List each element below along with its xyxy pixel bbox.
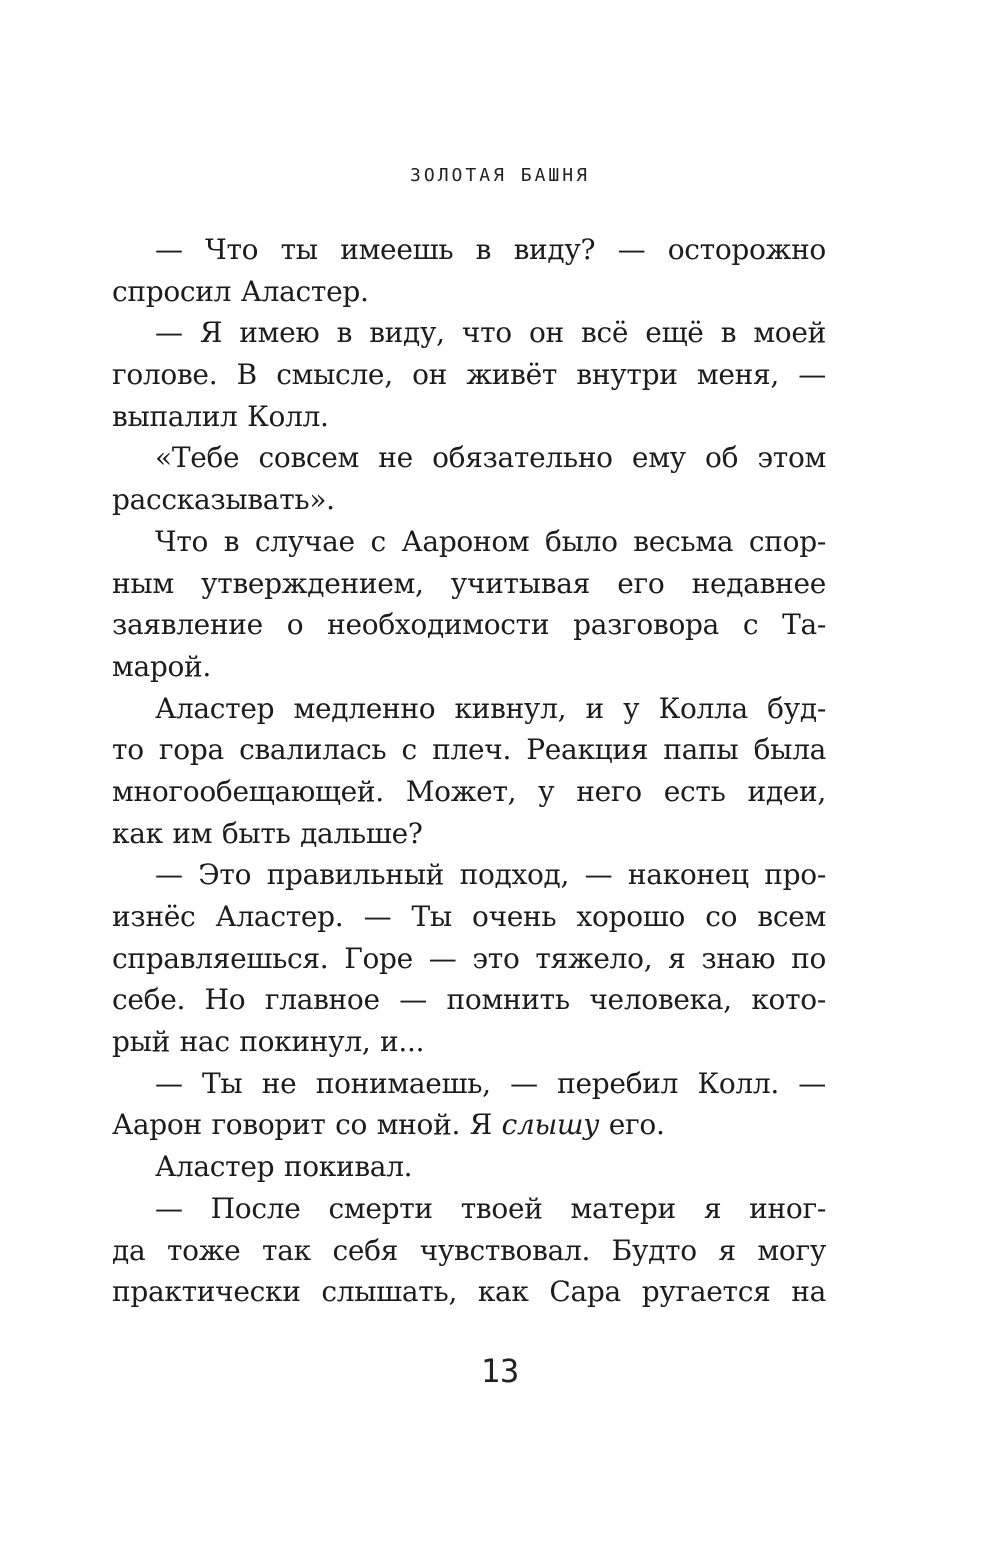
- paragraph: [112, 854, 826, 1062]
- text-line: Аластер медленно кивнул, и у Колла буд-: [155, 691, 826, 725]
- paragraph: [112, 437, 826, 520]
- emphasized-word: слышу: [501, 1108, 600, 1142]
- text-line: изнёс Аластер. — Ты очень хорошо со всем: [112, 900, 826, 933]
- text-segment: Аарон говорит со мной. Я: [112, 1108, 502, 1142]
- paragraph: [112, 312, 826, 437]
- text-line: спросил Аластер.: [112, 274, 369, 308]
- page-number: 13: [480, 1352, 520, 1390]
- paragraph: [112, 521, 826, 688]
- text-line: — Я имею в виду, что он всё ещё в моей: [155, 316, 826, 350]
- paragraph: [112, 1146, 826, 1188]
- text-line: — После смерти твоей матери я иног-: [155, 1191, 826, 1225]
- text-line: заявление о необходимости разговора с Та-: [112, 608, 826, 642]
- running-head: ЗОЛОТАЯ БАШНЯ: [410, 165, 590, 186]
- text-line: рассказывать».: [112, 483, 335, 517]
- paragraph: [112, 1063, 826, 1146]
- text-line: практически слышать, как Сара ругается на: [112, 1275, 826, 1309]
- text-line: как им быть дальше?: [112, 816, 423, 850]
- text-line: да тоже так себя чувствовал. Будто я могу: [112, 1233, 826, 1267]
- paragraph: [112, 229, 826, 312]
- text-line: многообещающей. Может, у него есть идеи,: [112, 774, 826, 808]
- paragraph: [112, 688, 826, 855]
- text-line: Что в случае с Аароном было весьма спор-: [155, 524, 826, 558]
- text-line: выпалил Колл.: [112, 399, 329, 433]
- text-segment: его.: [599, 1108, 665, 1142]
- text-line: ным утверждением, учитывая его недавнее: [112, 566, 826, 600]
- text-line: — Что ты имеешь в виду? — осторожно: [155, 233, 826, 266]
- text-line: марой.: [112, 649, 212, 683]
- text-line: то гора свалилась с плеч. Реакция папы была: [112, 733, 826, 767]
- text-line: «Тебе совсем не обязательно ему об этом: [155, 441, 826, 475]
- text-line: — Ты не понимаешь, — перебил Колл. —: [155, 1066, 826, 1100]
- text-line: справляешься. Горе — это тяжело, я знаю по: [112, 941, 826, 975]
- text-line: рый нас покинул, и...: [112, 1025, 425, 1059]
- body-text: [112, 229, 826, 1313]
- text-line: себе. Но главное — помнить человека, кото-: [112, 983, 826, 1017]
- paragraph: [112, 1188, 826, 1313]
- text-line: [112, 1104, 826, 1146]
- text-line: Аластер покивал.: [155, 1150, 413, 1184]
- text-line: — Это правильный подход, — наконец про-: [155, 858, 826, 892]
- text-line: голове. В смысле, он живёт внутри меня, —: [112, 358, 826, 392]
